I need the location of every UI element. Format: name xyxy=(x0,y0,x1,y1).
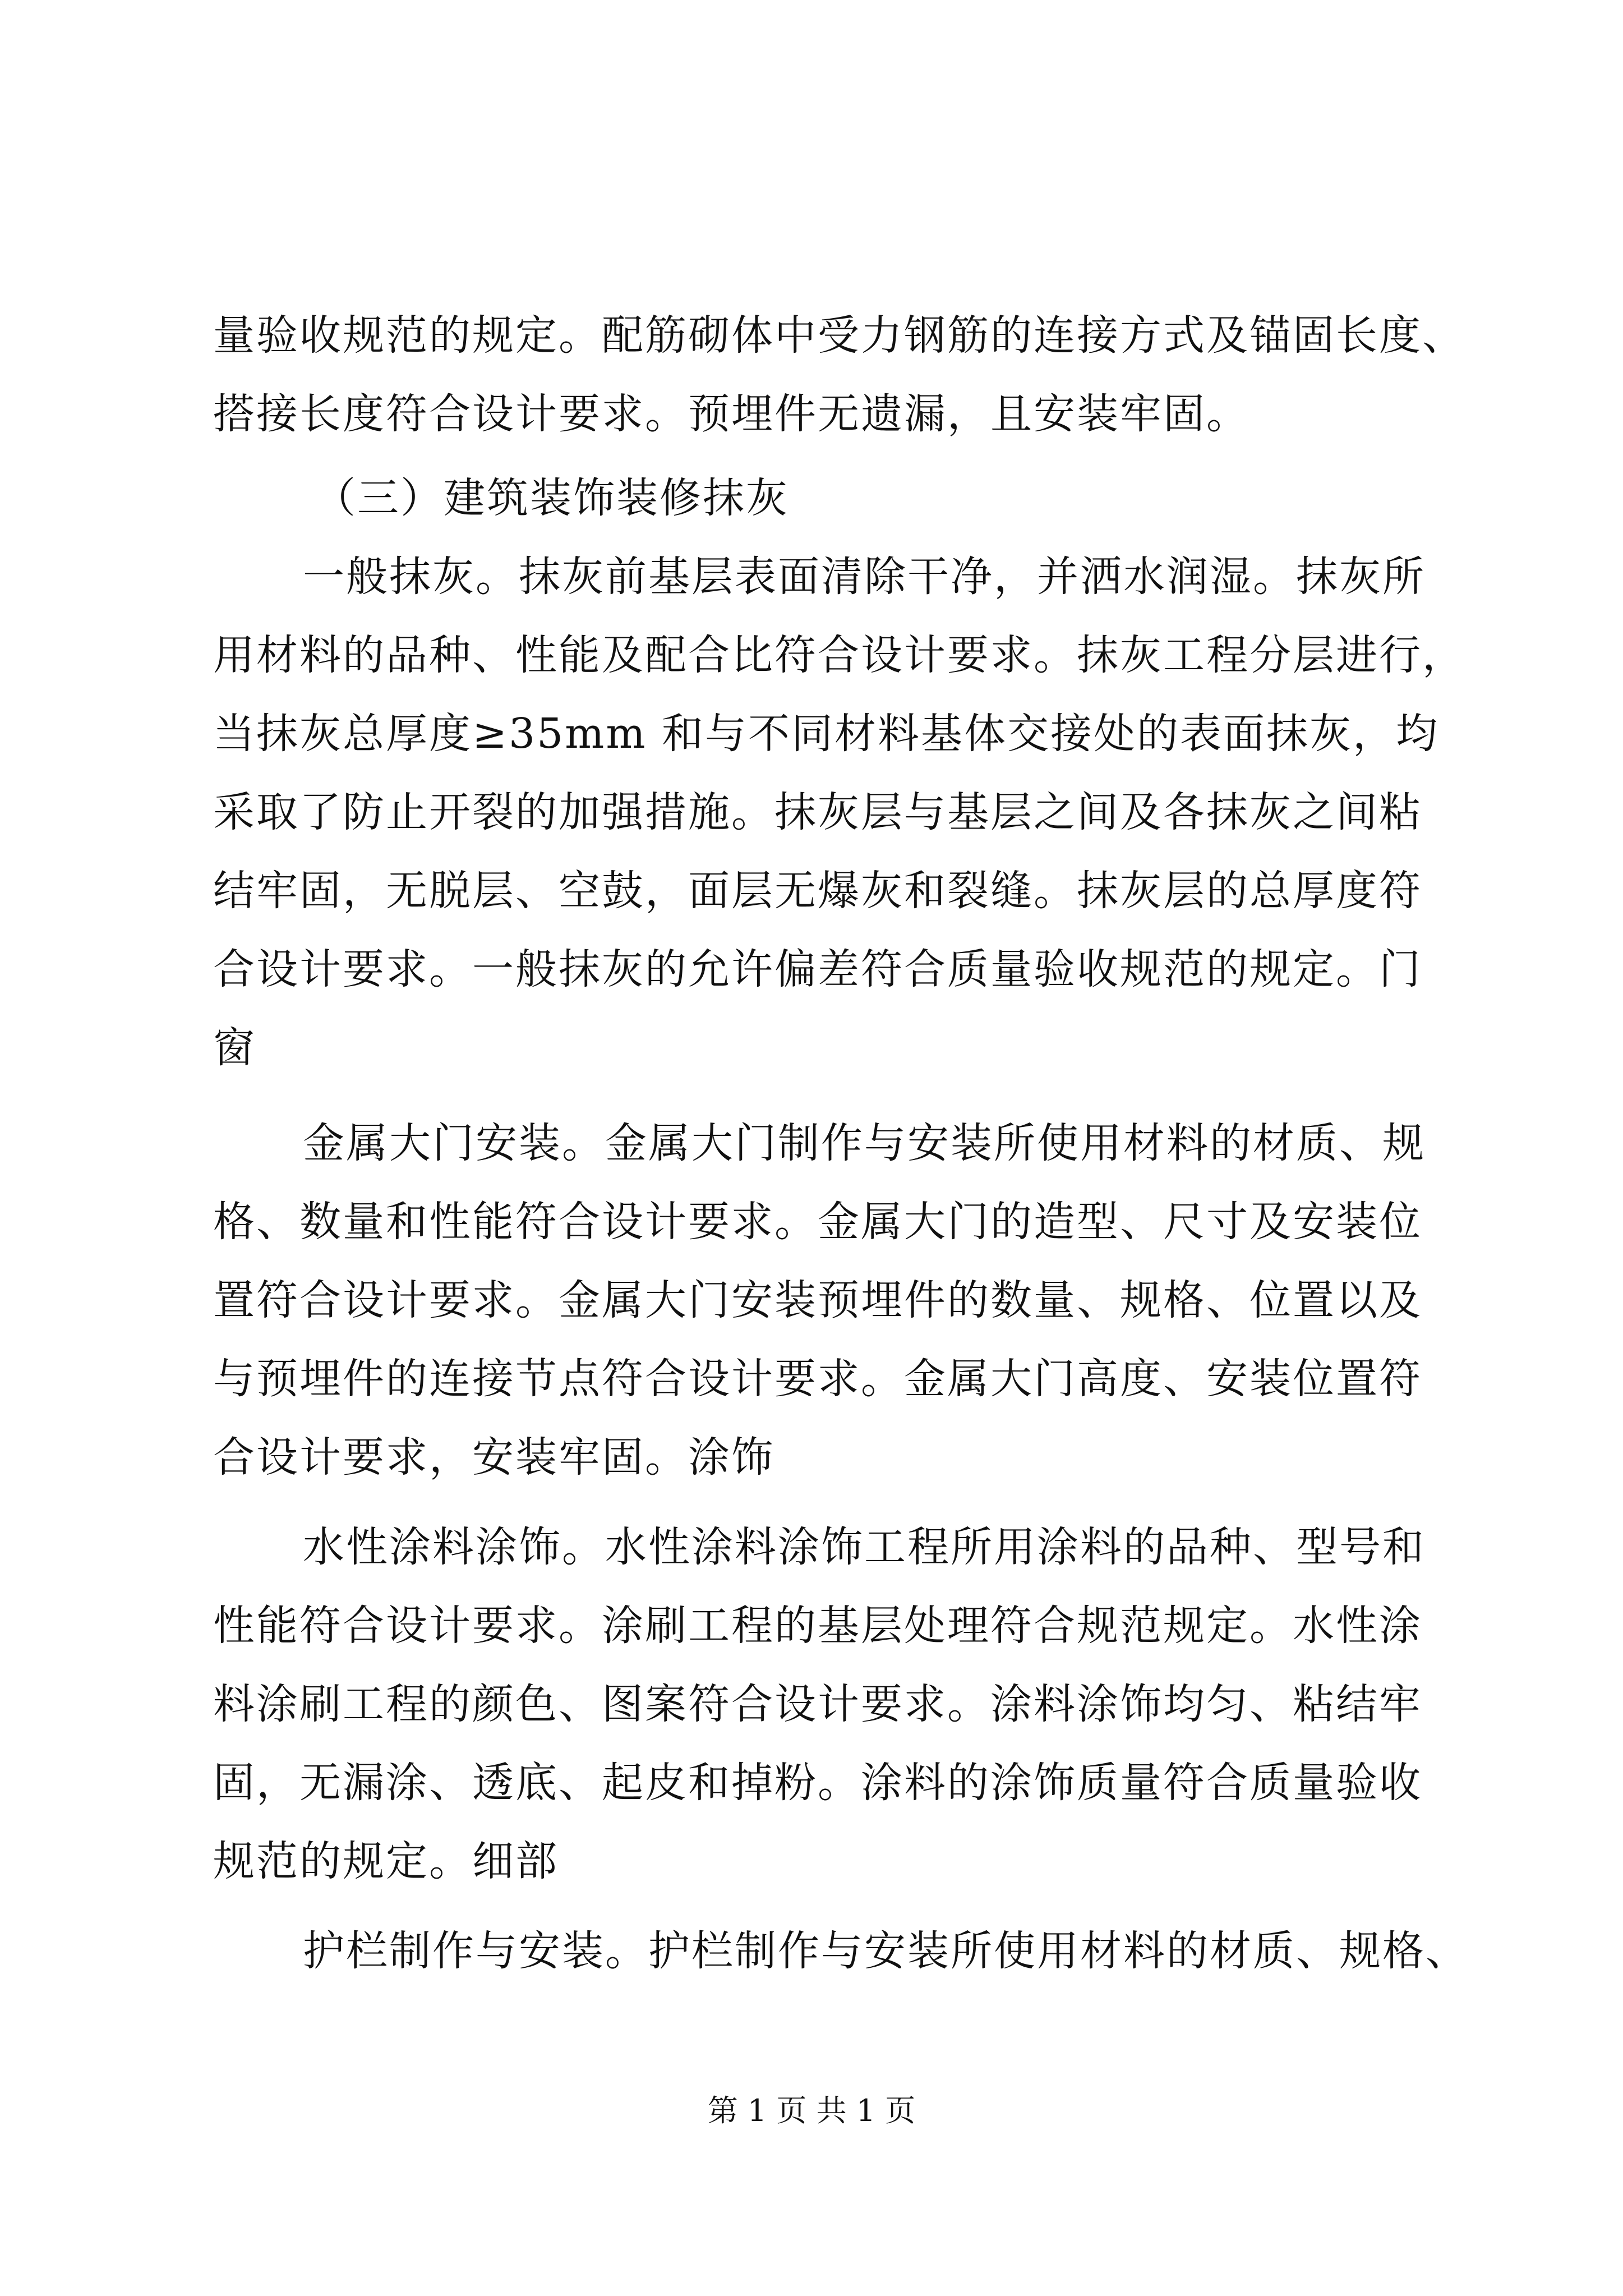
text-line-12: 格、数量和性能符合设计要求。金属大门的造型、尺寸及安装位 xyxy=(213,1198,1422,1246)
text-line-19: 固，无漏涂、透底、起皮和掉粉。涂料的涂饰质量符合质量验收 xyxy=(213,1759,1422,1807)
text-line-7: 采取了防止开裂的加强措施。抹灰层与基层之间及各抹灰之间粘 xyxy=(213,788,1422,836)
text-line-20: 规范的规定。细部 xyxy=(213,1837,559,1885)
text-line-6: 当抹灰总厚度≥35mm 和与不同材料基体交接处的表面抹灰，均 xyxy=(213,710,1440,758)
text-line-18: 料涂刷工程的颜色、图案符合设计要求。涂料涂饰均匀、粘结牢 xyxy=(213,1680,1422,1728)
text-line-13: 置符合设计要求。金属大门安装预埋件的数量、规格、位置以及 xyxy=(213,1276,1422,1324)
text-line-2: 搭接长度符合设计要求。预埋件无遗漏，且安装牢固。 xyxy=(213,390,1249,438)
section-heading: （三）建筑装饰装修抹灰 xyxy=(314,474,789,522)
page-footer: 第 1 页 共 1 页 xyxy=(707,2093,916,2128)
text-line-10: 窗 xyxy=(213,1024,256,1072)
text-line-1: 量验收规范的规定。配筋砌体中受力钢筋的连接方式及锚固长度、 xyxy=(213,311,1465,360)
text-line-9: 合设计要求。一般抹灰的允许偏差符合质量验收规范的规定。门 xyxy=(213,945,1422,993)
text-line-11: 金属大门安装。金属大门制作与安装所使用材料的材质、规 xyxy=(303,1119,1426,1167)
text-line-5: 用材料的品种、性能及配合比符合设计要求。抹灰工程分层进行， xyxy=(213,631,1465,679)
text-line-17: 性能符合设计要求。涂刷工程的基层处理符合规范规定。水性涂 xyxy=(213,1602,1422,1650)
text-line-16: 水性涂料涂饰。水性涂料涂饰工程所用涂料的品种、型号和 xyxy=(303,1523,1426,1571)
text-line-21: 护栏制作与安装。护栏制作与安装所使用材料的材质、规格、 xyxy=(303,1927,1469,1975)
text-line-14: 与预埋件的连接节点符合设计要求。金属大门高度、安装位置符 xyxy=(213,1355,1422,1403)
text-line-15: 合设计要求，安装牢固。涂饰 xyxy=(213,1433,774,1481)
text-line-4: 一般抹灰。抹灰前基层表面清除干净，并洒水润湿。抹灰所 xyxy=(303,553,1426,601)
text-line-8: 结牢固，无脱层、空鼓，面层无爆灰和裂缝。抹灰层的总厚度符 xyxy=(213,867,1422,915)
